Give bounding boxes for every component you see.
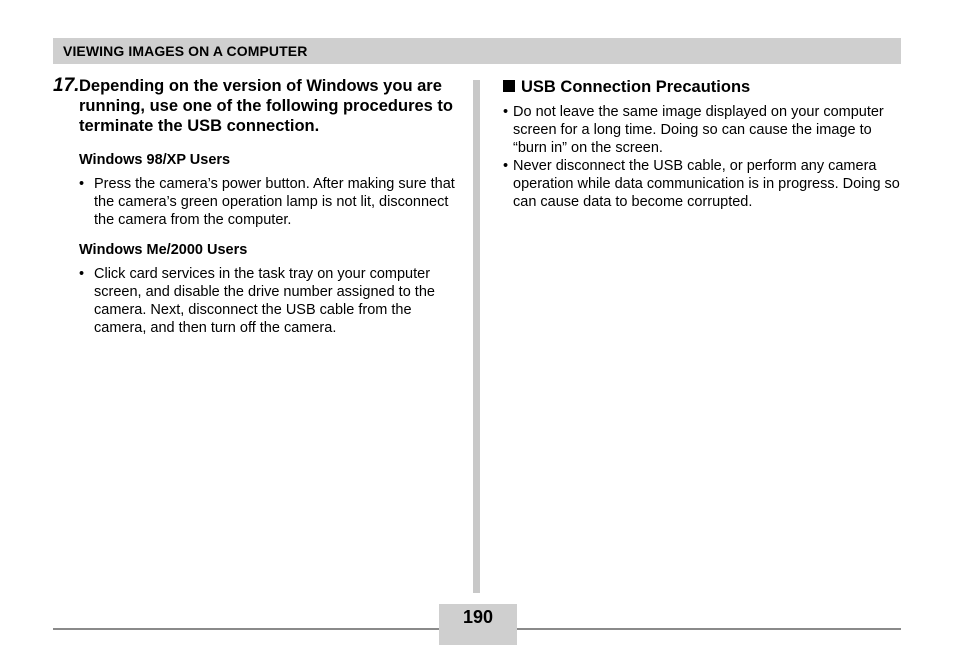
black-square-icon	[503, 80, 515, 92]
step-17	[53, 76, 457, 337]
usb-precautions-heading-text: USB Connection Precautions	[521, 78, 751, 96]
windows-98-xp-heading: Windows 98/XP Users	[79, 152, 231, 168]
left-column	[53, 76, 457, 337]
right-column	[503, 77, 905, 211]
bullet-icon: •	[79, 176, 85, 192]
list-item-text: Click card services in the task tray on your computer screen, and disable the drive number assigned to the camera. Next, disconnect the USB cable from the camera, and then turn off the camera.	[94, 266, 435, 336]
windows-me-2000-list	[79, 265, 457, 337]
windows-me-2000-heading: Windows Me/2000 Users	[79, 242, 248, 258]
list-item-text: Do not leave the same image displayed on your computer screen for a long time. Doing so can cause the image to “burn in” on the screen.	[513, 104, 884, 156]
list-item	[503, 157, 905, 211]
step-number: 17.	[53, 75, 80, 96]
windows-98-xp-list	[79, 175, 457, 229]
step-instruction: Depending on the version of Windows you are running, use one of the following procedures to terminate the USB connection.	[79, 77, 453, 135]
list-item-text: Press the camera’s power button. After making sure that the camera’s green operation lamp is not lit, disconnect the camera from the computer.	[94, 176, 455, 228]
usb-precautions-list	[503, 103, 905, 211]
section-title: VIEWING IMAGES ON A COMPUTER	[63, 43, 308, 59]
column-divider	[473, 80, 480, 593]
list-item-text: Never disconnect the USB cable, or perform any camera operation while data communication is in progress. Doing so can cause data to become corrupted.	[513, 158, 900, 210]
page-number-badge	[439, 604, 517, 630]
list-item	[79, 265, 457, 337]
page-number: 190	[462, 607, 494, 627]
page-number-badge-tab	[439, 630, 517, 645]
list-item	[79, 175, 457, 229]
section-header-bar	[53, 38, 901, 64]
bullet-icon: •	[503, 104, 509, 120]
list-item	[503, 103, 905, 157]
bullet-icon: •	[503, 158, 509, 174]
bullet-icon: •	[79, 266, 85, 282]
usb-precautions-heading	[503, 77, 905, 97]
